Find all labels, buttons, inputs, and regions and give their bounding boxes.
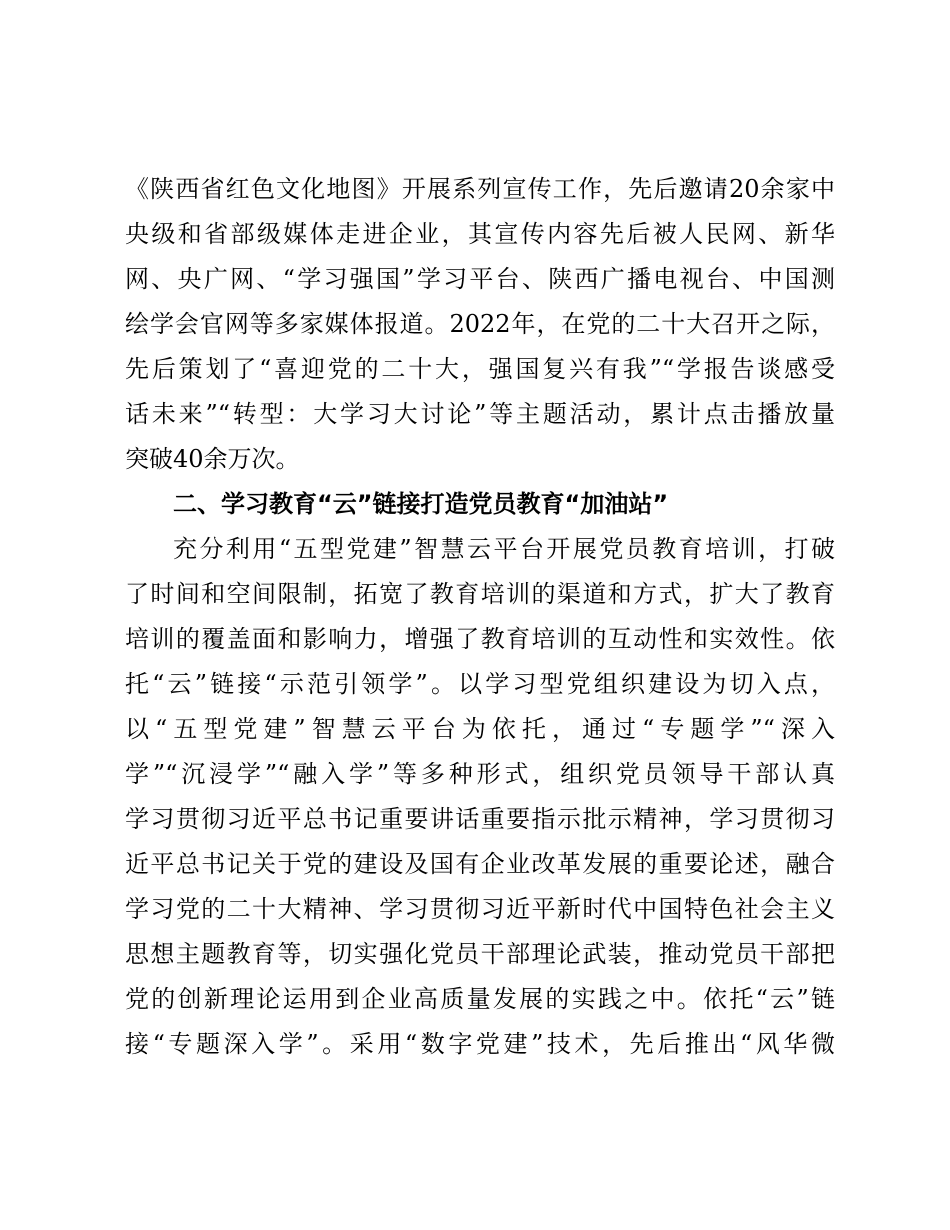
paragraph-media-promotion — [125, 167, 835, 482]
section-heading: 二、学习教育“云”链接打造党员教育“加油站” — [173, 490, 669, 518]
text-line: 近平总书记关于党的建设及国有企业改革发展的重要论述，融合 — [125, 850, 835, 878]
text-line: 托“云”链接“示范引领学”。以学习型党组织建设为切入点， — [125, 670, 835, 698]
paragraph-cloud-education — [125, 527, 835, 1067]
text-line: 培训的覆盖面和影响力，增强了教育培训的互动性和实效性。依 — [125, 625, 835, 653]
text-line: 央级和省部级媒体走进企业，其宣传内容先后被人民网、新华 — [125, 220, 835, 248]
text-line: 《陕西省红色文化地图》开展系列宣传工作，先后邀请20余家中 — [125, 175, 835, 203]
text-line: 接“专题深入学”。采用“数字党建”技术，先后推出“风华微 — [125, 1030, 835, 1058]
text-line: 了时间和空间限制，拓宽了教育培训的渠道和方式，扩大了教育 — [125, 580, 835, 608]
text-line: 绘学会官网等多家媒体报道。2022年，在党的二十大召开之际， — [125, 310, 835, 338]
text-line: 党的创新理论运用到企业高质量发展的实践之中。依托“云”链 — [125, 985, 835, 1013]
text-line: 网、央广网、“学习强国”学习平台、陕西广播电视台、中国测 — [125, 265, 835, 293]
text-line: 突破40余万次。 — [125, 445, 300, 473]
text-line: 学习贯彻习近平总书记重要讲话重要指示批示精神，学习贯彻习 — [125, 805, 835, 833]
text-line: 学”“沉浸学”“融入学”等多种形式，组织党员领导干部认真 — [125, 760, 835, 788]
text-line: 先后策划了“喜迎党的二十大，强国复兴有我”“学报告谈感受 — [125, 355, 835, 383]
document-body — [125, 167, 835, 1067]
text-line: 思想主题教育等，切实强化党员干部理论武装，推动党员干部把 — [125, 940, 835, 968]
text-line: 话未来”“转型：大学习大讨论”等主题活动，累计点击播放量 — [125, 400, 835, 428]
text-line: 学习党的二十大精神、学习贯彻习近平新时代中国特色社会主义 — [125, 895, 835, 923]
text-line: 以“五型党建”智慧云平台为依托，通过“专题学”“深入 — [125, 715, 835, 743]
text-line: 充分利用“五型党建”智慧云平台开展党员教育培训，打破 — [173, 535, 835, 563]
